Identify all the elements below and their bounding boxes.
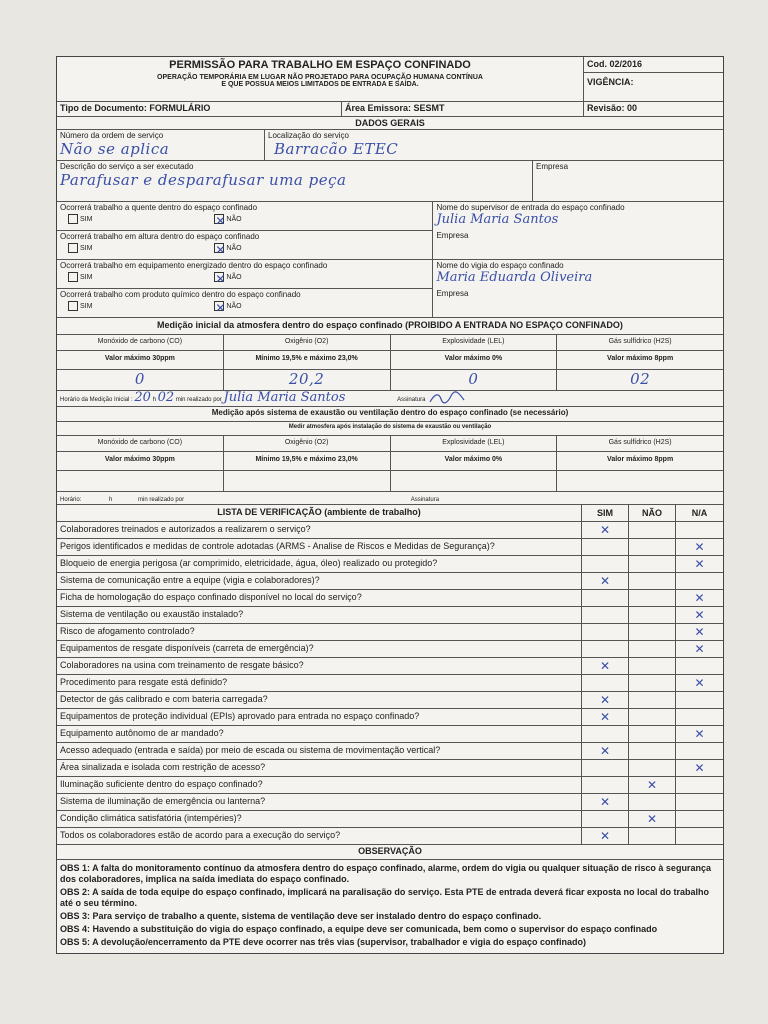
checklist-cell-sim[interactable] [582,607,629,623]
checklist-row [57,590,723,607]
check-mark-icon: ✕ [599,523,611,537]
descricao-label: Descrição do serviço a ser executado [60,162,194,171]
checklist-cell-nao[interactable] [629,675,676,691]
checklist-cell-na[interactable] [676,573,723,589]
checklist-cell-na[interactable] [676,828,723,844]
checkbox-box[interactable] [68,272,78,282]
checkbox-label: NÃO [226,273,242,281]
checklist-cell-nao[interactable] [629,607,676,623]
checkbox-nao[interactable] [214,301,242,315]
vigia-label: Nome do vigia do espaço confinado [436,261,564,270]
vigia-cell[interactable] [433,260,723,288]
checklist-cell-sim[interactable] [582,726,629,742]
ordem-servico-label: Número da ordem de serviço [60,131,164,140]
obs-4: OBS 4: Havendo a substituição do vigia do espaço confinado, a equipe deve ser comunicada, bem como o supervisor do espaço confinado [60,924,658,934]
check-mark-icon: ✕ [599,829,611,843]
assinatura-label: Assinatura [397,397,426,403]
medicao-apos-heading: Medição após sistema de exaustão ou ventilação dentro do espaço confinado (se necessário) [211,408,569,417]
medicao-apos-values-row [57,471,723,492]
checkbox-nao[interactable] [214,243,242,257]
checklist-cell-sim[interactable] [582,777,629,793]
question-equipamento-energizado [57,260,432,289]
checklist-question: Sistema de comunicação entre a equipe (vigia e colaboradores)? [57,573,582,589]
checkbox-label: SIM [80,273,93,281]
value-h2s[interactable]: 02 [630,370,651,388]
checklist-row [57,624,723,641]
descricao-cell[interactable] [57,161,533,201]
checklist-cell-sim[interactable] [582,692,629,708]
checklist-cell-na[interactable] [676,709,723,725]
obs-1: OBS 1: A falta do monitoramento contínuo da atmosfera dentro do espaço confinado, alarme, ordem do vigia ou qualquer situação de risco à segurança dos colaboradores, implica na saída imediata do espaço confinado. [60,863,711,884]
checkbox-sim[interactable] [68,274,92,281]
checkbox-checked-icon[interactable]: ✕ [215,301,226,315]
observacao-heading: OBSERVAÇÃO [358,846,422,856]
ordem-servico-value: Não se aplica [60,140,170,158]
checklist-cell-na[interactable] [676,777,723,793]
checklist-cell-nao[interactable] [629,522,676,538]
form-code: Cod. 02/2016 [587,59,643,69]
min-label: min [175,397,186,403]
value-h2s-apos[interactable] [557,471,723,491]
ordem-servico-cell[interactable] [57,130,265,160]
checklist-question: Sistema de ventilação ou exaustão instalado? [57,607,582,623]
medicao-inicial-heading-row [57,318,723,335]
observacao-heading-row [57,845,723,860]
check-mark-icon: ✕ [694,608,705,622]
question-trabalho-altura [57,231,432,260]
checklist-cell-na[interactable] [676,760,723,776]
dados-gerais-heading-row [57,117,723,130]
limit-o2: Mínimo 19,5% e máximo 23,0% [224,452,391,470]
checkbox-label: SIM [80,302,93,310]
question-label: Ocorrerá trabalho com produto químico dentro do espaço confinado [60,290,301,299]
question-produto-quimico [57,289,432,317]
minuto-inicial-value[interactable]: 02 [157,390,175,405]
hora-suffix: h [152,397,156,403]
title-cell [57,57,584,101]
checklist-question: Equipamento autônomo de ar mandado? [57,726,582,742]
checklist-cell-nao[interactable] [629,709,676,725]
area-emissora: Área Emissora: SESMT [342,102,584,116]
checklist-question: Procedimento para resgate está definido? [57,675,582,691]
checklist-header-row [57,505,723,522]
observacao-block [57,860,723,953]
value-co-apos[interactable] [57,471,224,491]
checklist-cell-nao[interactable] [629,539,676,555]
checklist-cell-na[interactable] [676,675,723,691]
checklist-cell-na[interactable] [676,641,723,657]
check-mark-icon: ✕ [599,659,611,673]
checklist-cell-na[interactable] [676,590,723,606]
localizacao-cell[interactable] [265,130,723,160]
checkbox-box[interactable] [68,214,78,224]
medicao-inicial-gases-row [57,335,723,351]
checklist-row [57,675,723,692]
limit-h2s: Valor máximo 8ppm [607,456,674,463]
checklist-question: Sistema de iluminação de emergência ou lanterna? [57,794,582,810]
question-label: Ocorrerá trabalho em equipamento energizado dentro do espaço confinado [60,261,328,270]
checklist-question: Colaboradores na usina com treinamento de resgate básico? [57,658,582,674]
supervisor-column [433,202,723,317]
checklist-cell-sim[interactable] [582,590,629,606]
permit-form [56,56,724,954]
obs-5: OBS 5: A devolução/encerramento da PTE deve ocorrer nas três vias (supervisor, trabalhador e vigia do espaço confinado) [60,937,586,947]
checklist-cell-sim[interactable] [582,556,629,572]
realizado-value[interactable]: Julia Maria Santos [223,390,346,405]
limit-o2: Mínimo 19,5% e máximo 23,0% [224,351,391,369]
check-mark-icon: ✕ [599,710,611,724]
col-na: N/A [691,508,708,518]
checklist-question: Acesso adequado (entrada e saída) por meio de escada ou sistema de movimentação vertical? [57,743,582,759]
checklist-row [57,709,723,726]
checklist-row [57,811,723,828]
checklist-question: Equipamentos de resgate disponíveis (carreta de emergência)? [57,641,582,657]
hora-inicial-value[interactable]: 20 [134,390,151,405]
gas-o2-label: Oxigênio (O2) [224,436,391,451]
checklist-cell-sim[interactable] [582,539,629,555]
horario-inicial-label: Horário da Medição Inicial : [60,397,133,403]
gas-o2-label: Oxigênio (O2) [224,335,391,350]
form-subtitle-1: OPERAÇÃO TEMPORÁRIA EM LUGAR NÃO PROJETADO PARA OCUPAÇÃO HUMANA CONTÍNUA [157,74,483,81]
checklist-cell-nao[interactable] [629,692,676,708]
checklist-cell-sim[interactable] [582,522,629,538]
check-mark-icon: ✕ [599,795,611,809]
checklist-question: Perigos identificados e medidas de controle adotadas (ARMS - Analise de Riscos e Medidas de Segurança)? [57,539,582,555]
check-mark-icon: ✕ [646,812,658,826]
doc-info-row [57,102,723,117]
medicao-inicial-values-row [57,370,723,391]
checklist-cell-sim[interactable] [582,675,629,691]
gas-lel-label: Explosividade (LEL) [391,335,558,350]
value-lel[interactable]: 0 [391,370,558,390]
check-mark-icon: ✕ [646,778,658,792]
realizado-label: realizado por [149,497,185,503]
checkbox-label: NÃO [226,244,242,252]
questions-block [57,202,723,318]
localizacao-label: Localização do serviço [268,131,349,140]
checklist-cell-sim[interactable] [582,658,629,674]
question-trabalho-quente [57,202,432,231]
check-mark-icon: ✕ [599,693,611,707]
checklist-cell-sim[interactable] [582,641,629,657]
checklist-row [57,794,723,811]
checkbox-sim[interactable] [68,245,92,252]
gas-co-label: Monóxido de carbono (CO) [57,436,224,451]
vigencia: VIGÊNCIA: [587,77,634,87]
checklist-row [57,692,723,709]
checklist-question: Bloqueio de energia perigosa (ar comprimido, eletricidade, água, óleo) realizado ou protegido? [57,556,582,572]
check-mark-icon: ✕ [694,761,705,775]
check-mark-icon: ✕ [694,591,705,605]
code-cell [584,57,723,101]
checklist-cell-nao[interactable] [629,573,676,589]
descricao-value: Parafusar e desparafusar uma peça [60,171,347,189]
checklist-question: Ficha de homologação do espaço confinado disponível no local do serviço? [57,590,582,606]
medicao-inicial-limits-row [57,351,723,370]
vigia-empresa[interactable] [433,288,723,317]
hora-suffix: h [109,497,113,503]
checklist-row [57,726,723,743]
checklist-cell-na[interactable] [676,692,723,708]
checklist-question: Todos os colaboradores estão de acordo para a execução do serviço? [57,828,582,844]
checklist-cell-nao[interactable] [629,777,676,793]
checklist-cell-na[interactable] [676,556,723,572]
checklist-cell-nao[interactable] [629,760,676,776]
gas-h2s-label: Gás sulfídrico (H2S) [608,439,672,446]
supervisor-empresa[interactable] [433,230,723,260]
checkbox-nao[interactable] [214,214,242,228]
gas-co-label: Monóxido de carbono (CO) [57,335,224,350]
gas-h2s-label: Gás sulfídrico (H2S) [608,338,672,345]
checklist-question: Risco de afogamento controlado? [57,624,582,640]
vigia-value: Maria Eduarda Oliveira [436,270,593,285]
col-nao: NÃO [629,505,676,521]
checklist-cell-nao[interactable] [629,811,676,827]
gas-lel-label: Explosividade (LEL) [391,436,558,451]
checkbox-sim[interactable] [68,303,92,310]
ordem-row [57,130,723,161]
checklist-cell-na[interactable] [676,658,723,674]
assinatura-label: Assinatura [410,497,440,503]
checklist-cell-nao[interactable] [629,556,676,572]
limit-lel: Valor máximo 0% [391,452,558,470]
checklist-cell-na[interactable] [676,811,723,827]
checklist-cell-sim[interactable] [582,624,629,640]
descricao-row [57,161,723,202]
col-sim: SIM [582,505,629,521]
obs-3: OBS 3: Para serviço de trabalho a quente, sistema de ventilação deve ser instalado dentro do espaço confinado. [60,911,542,921]
medicao-inicial-heading: Medição inicial da atmosfera dentro do espaço confinado (PROIBIDO A ENTRADA NO ESPAÇO CONFINADO) [157,320,623,330]
checklist-cell-sim[interactable] [582,811,629,827]
min-label: min [138,497,148,503]
medicao-apos-limits-row [57,452,723,471]
checklist-cell-nao[interactable] [629,624,676,640]
signature-icon [427,391,467,405]
checklist-cell-sim[interactable] [582,743,629,759]
check-mark-icon: ✕ [599,574,611,588]
revisao: Revisão: 00 [587,103,638,113]
check-mark-icon: ✕ [694,540,705,554]
check-mark-icon: ✕ [694,676,705,690]
checklist-cell-na[interactable] [676,624,723,640]
value-o2[interactable]: 20,2 [224,370,391,390]
checklist-cell-na[interactable] [676,794,723,810]
checkbox-box[interactable] [68,301,78,311]
checklist-row [57,556,723,573]
obs-2: OBS 2: A saída de toda equipe do espaço confinado, implicará na paralisação do serviço. Esta PTE de entrada deverá ficar exposta no local do trabalho até o seu término. [60,887,710,908]
form-subtitle-2: E QUE POSSUA MEIOS LIMITADOS DE ENTRADA E SAÍDA. [221,81,419,88]
limit-co: Valor máximo 30ppm [57,452,224,470]
tipo-documento: Tipo de Documento: FORMULÁRIO [57,102,342,116]
checklist-cell-na[interactable] [676,607,723,623]
checkbox-checked-icon[interactable]: ✕ [215,243,226,257]
value-o2-apos[interactable] [224,471,391,491]
supervisor-label: Nome do supervisor de entrada do espaço confinado [436,203,625,212]
checklist-cell-nao[interactable] [629,641,676,657]
check-mark-icon: ✕ [694,625,705,639]
question-label: Ocorrerá trabalho a quente dentro do espaço confinado [60,203,258,212]
checklist-question: Detector de gás calibrado e com bateria carregada? [57,692,582,708]
check-mark-icon: ✕ [694,727,705,741]
medicao-apos-heading-row [57,407,723,422]
limit-h2s: Valor máximo 8ppm [607,355,674,362]
supervisor-value: Julia Maria Santos [436,212,559,227]
checklist-row [57,760,723,777]
realizado-label: realizado por [187,397,222,403]
checklist-cell-na[interactable] [676,522,723,538]
checkbox-label: NÃO [226,215,242,223]
checklist-row [57,641,723,658]
supervisor-cell[interactable] [433,202,723,230]
localizacao-value: Barracão ETEC [274,140,399,158]
checklist-cell-nao[interactable] [629,590,676,606]
checklist-row [57,607,723,624]
check-mark-icon: ✕ [599,744,611,758]
checklist-question: Iluminação suficiente dentro do espaço confinado? [57,777,582,793]
horario-inicial-line [57,389,723,406]
medicao-apos-horario-row [57,492,723,505]
checkbox-label: SIM [80,244,93,252]
empresa-cell[interactable] [533,161,723,201]
checklist-cell-nao[interactable] [629,794,676,810]
checklist-cell-sim[interactable] [582,828,629,844]
medicao-inicial-horario-row [57,391,723,407]
checklist-row [57,828,723,845]
checklist-cell-sim[interactable] [582,794,629,810]
checkbox-sim[interactable] [68,216,92,223]
medicao-apos-subheading: Medir atmosfera após instalação do sistema de exaustão ou ventilação [288,424,492,430]
questions-column [57,202,433,317]
checkbox-checked-icon[interactable]: ✕ [215,272,226,286]
question-label: Ocorrerá trabalho em altura dentro do espaço confinado [60,232,260,241]
checklist-cell-nao[interactable] [629,658,676,674]
checkbox-label: SIM [80,215,93,223]
checklist-cell-nao[interactable] [629,726,676,742]
medicao-apos-gases-row [57,436,723,452]
checklist-heading: LISTA DE VERIFICAÇÃO (ambiente de trabalho) [57,505,582,521]
checklist-question: Condição climática satisfatória (intempéries)? [57,811,582,827]
checklist-row [57,777,723,794]
checklist-rows [57,522,723,845]
check-mark-icon: ✕ [694,642,705,656]
header-block [57,57,723,102]
check-mark-icon: ✕ [694,557,705,571]
checkbox-checked-icon[interactable]: ✕ [215,214,226,228]
value-co[interactable]: 0 [57,370,224,390]
value-lel-apos[interactable] [391,471,558,491]
horario-apos-label: Horário: [60,497,82,503]
checklist-question: Colaboradores treinados e autorizados a realizarem o serviço? [57,522,582,538]
checklist-row [57,658,723,675]
dados-gerais-heading: DADOS GERAIS [355,118,425,128]
checklist-question: Equipamentos de proteção individual (EPIs) aprovado para entrada no espaço confinado? [57,709,582,725]
checklist-cell-sim[interactable] [582,709,629,725]
form-title: PERMISSÃO PARA TRABALHO EM ESPAÇO CONFINADO [169,59,471,71]
checklist-cell-na[interactable] [676,726,723,742]
checklist-row [57,522,723,539]
checklist-question: Área sinalizada e isolada com restrição de acesso? [57,760,582,776]
checklist-cell-nao[interactable] [629,743,676,759]
checkbox-label: NÃO [226,302,242,310]
checklist-row [57,539,723,556]
vigia-empresa-label: Empresa [436,289,469,298]
checklist-cell-nao[interactable] [629,828,676,844]
checklist-cell-sim[interactable] [582,760,629,776]
limit-co: Valor máximo 30ppm [57,351,224,369]
checklist-row [57,573,723,590]
limit-lel: Valor máximo 0% [391,351,558,369]
checklist-row [57,743,723,760]
checkbox-box[interactable] [68,243,78,253]
checklist-cell-sim[interactable] [582,573,629,589]
horario-apos-line [57,496,723,504]
medicao-apos-subheading-row [57,422,723,436]
checklist-cell-na[interactable] [676,539,723,555]
checklist-cell-na[interactable] [676,743,723,759]
checkbox-nao[interactable] [214,272,242,286]
supervisor-empresa-label: Empresa [436,231,469,240]
empresa-label: Empresa [536,162,569,171]
